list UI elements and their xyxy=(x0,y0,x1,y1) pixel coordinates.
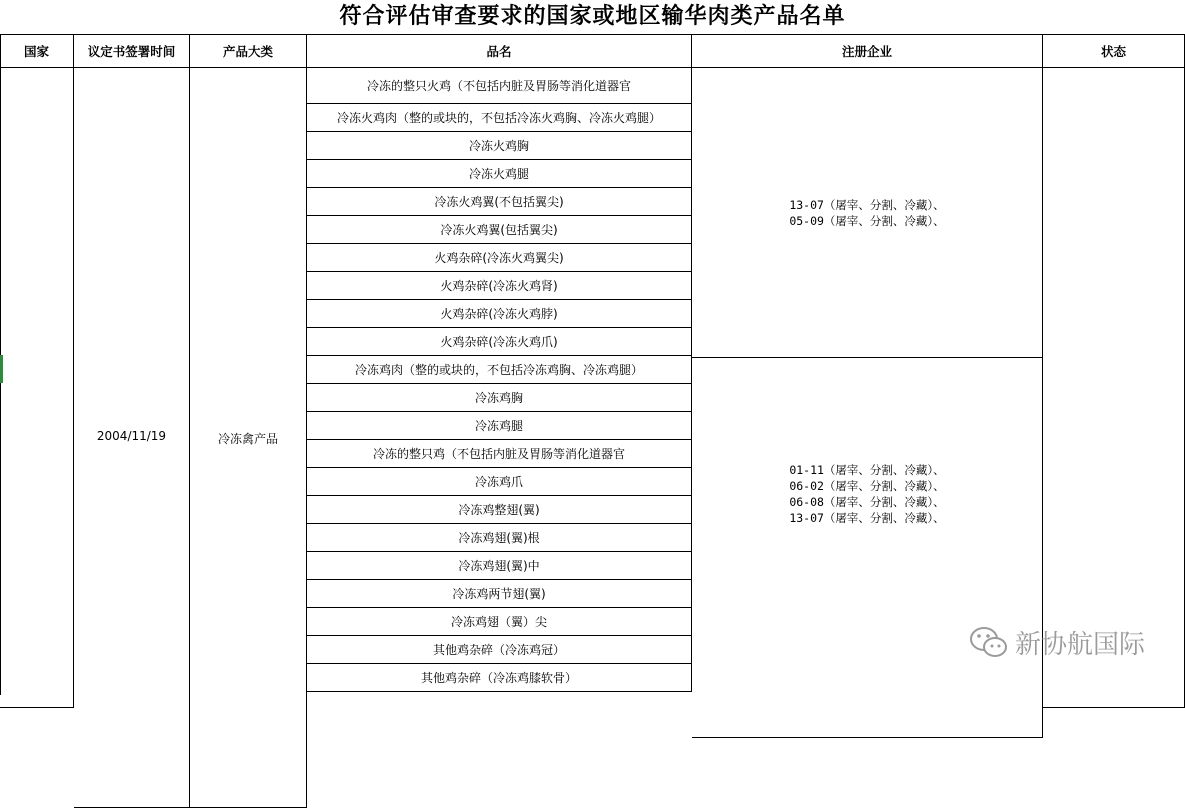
product-row[interactable]: 冷冻鸡腿 xyxy=(307,412,692,440)
product-row[interactable]: 冷冻鸡翅(翼)中 xyxy=(307,552,692,580)
product-row[interactable]: 冷冻火鸡腿 xyxy=(307,160,692,188)
product-row[interactable]: 冷冻火鸡翼(不包括翼尖) xyxy=(307,188,692,216)
header-country[interactable]: 国家 xyxy=(0,34,74,68)
watermark xyxy=(969,624,1145,661)
enterprise-line: 06-08（屠宰、分割、冷藏）、 xyxy=(789,495,945,509)
header-sign-date[interactable]: 议定书签署时间 xyxy=(74,34,190,68)
product-row[interactable]: 冷冻鸡两节翅(翼) xyxy=(307,580,692,608)
header-status[interactable]: 状态 xyxy=(1043,34,1185,68)
product-row[interactable]: 其他鸡杂碎（冷冻鸡膝软骨） xyxy=(307,664,692,692)
enterprise-line: 06-02（屠宰、分割、冷藏）、 xyxy=(789,479,945,493)
enterprise-line: 05-09（屠宰、分割、冷藏）、 xyxy=(789,213,945,228)
watermark-text: 新协航国际 xyxy=(1014,630,1145,660)
product-row[interactable]: 冷冻鸡胸 xyxy=(307,384,692,412)
enterprise-line: 13-07（屠宰、分割、冷藏）、 xyxy=(789,511,945,525)
header-enterprise[interactable]: 注册企业 xyxy=(692,34,1043,68)
wechat-icon xyxy=(969,625,1009,661)
product-row[interactable]: 冷冻火鸡肉（整的或块的，不包括冷冻火鸡胸、冷冻火鸡腿） xyxy=(307,104,692,132)
product-row[interactable]: 冷冻的整只火鸡（不包括内脏及胃肠等消化道器官 xyxy=(307,68,692,104)
product-row[interactable]: 冷冻火鸡翼(包括翼尖) xyxy=(307,216,692,244)
product-row[interactable]: 其他鸡杂碎（冷冻鸡冠） xyxy=(307,636,692,664)
enterprise-line: 13-07（屠宰、分割、冷藏）、 xyxy=(789,197,945,212)
product-row[interactable]: 冷冻的整只鸡（不包括内脏及胃肠等消化道器官 xyxy=(307,440,692,468)
product-row[interactable]: 冷冻鸡翅（翼）尖 xyxy=(307,608,692,636)
product-row[interactable]: 火鸡杂碎(冷冻火鸡肾) xyxy=(307,272,692,300)
product-row[interactable]: 冷冻鸡爪 xyxy=(307,468,692,496)
sign-date-cell[interactable]: 2004/11/19 xyxy=(74,68,190,808)
product-row[interactable]: 冷冻鸡翅(翼)根 xyxy=(307,524,692,552)
product-row[interactable]: 冷冻鸡整翅(翼) xyxy=(307,496,692,524)
product-table xyxy=(0,34,1185,695)
product-row[interactable]: 冷冻鸡肉（整的或块的，不包括冷冻鸡胸、冷冻鸡腿） xyxy=(307,356,692,384)
page-title: 符合评估审查要求的国家或地区输华肉类产品名单 xyxy=(339,4,846,29)
enterprise-cell-chicken[interactable] xyxy=(692,358,1043,738)
status-cell[interactable] xyxy=(1043,68,1185,708)
header-category[interactable]: 产品大类 xyxy=(190,34,307,68)
country-cell[interactable] xyxy=(0,68,74,708)
enterprise-line: 01-11（屠宰、分割、冷藏）、 xyxy=(789,463,945,477)
row-indicator-tick xyxy=(0,355,3,383)
product-row[interactable]: 火鸡杂碎(冷冻火鸡脖) xyxy=(307,300,692,328)
category-cell[interactable]: 冷冻禽产品 xyxy=(190,68,307,808)
product-row[interactable]: 冷冻火鸡胸 xyxy=(307,132,692,160)
product-row[interactable]: 火鸡杂碎(冷冻火鸡翼尖) xyxy=(307,244,692,272)
header-product[interactable]: 品名 xyxy=(307,34,692,68)
enterprise-cell-turkey[interactable] xyxy=(692,68,1043,358)
product-row[interactable]: 火鸡杂碎(冷冻火鸡爪) xyxy=(307,328,692,356)
